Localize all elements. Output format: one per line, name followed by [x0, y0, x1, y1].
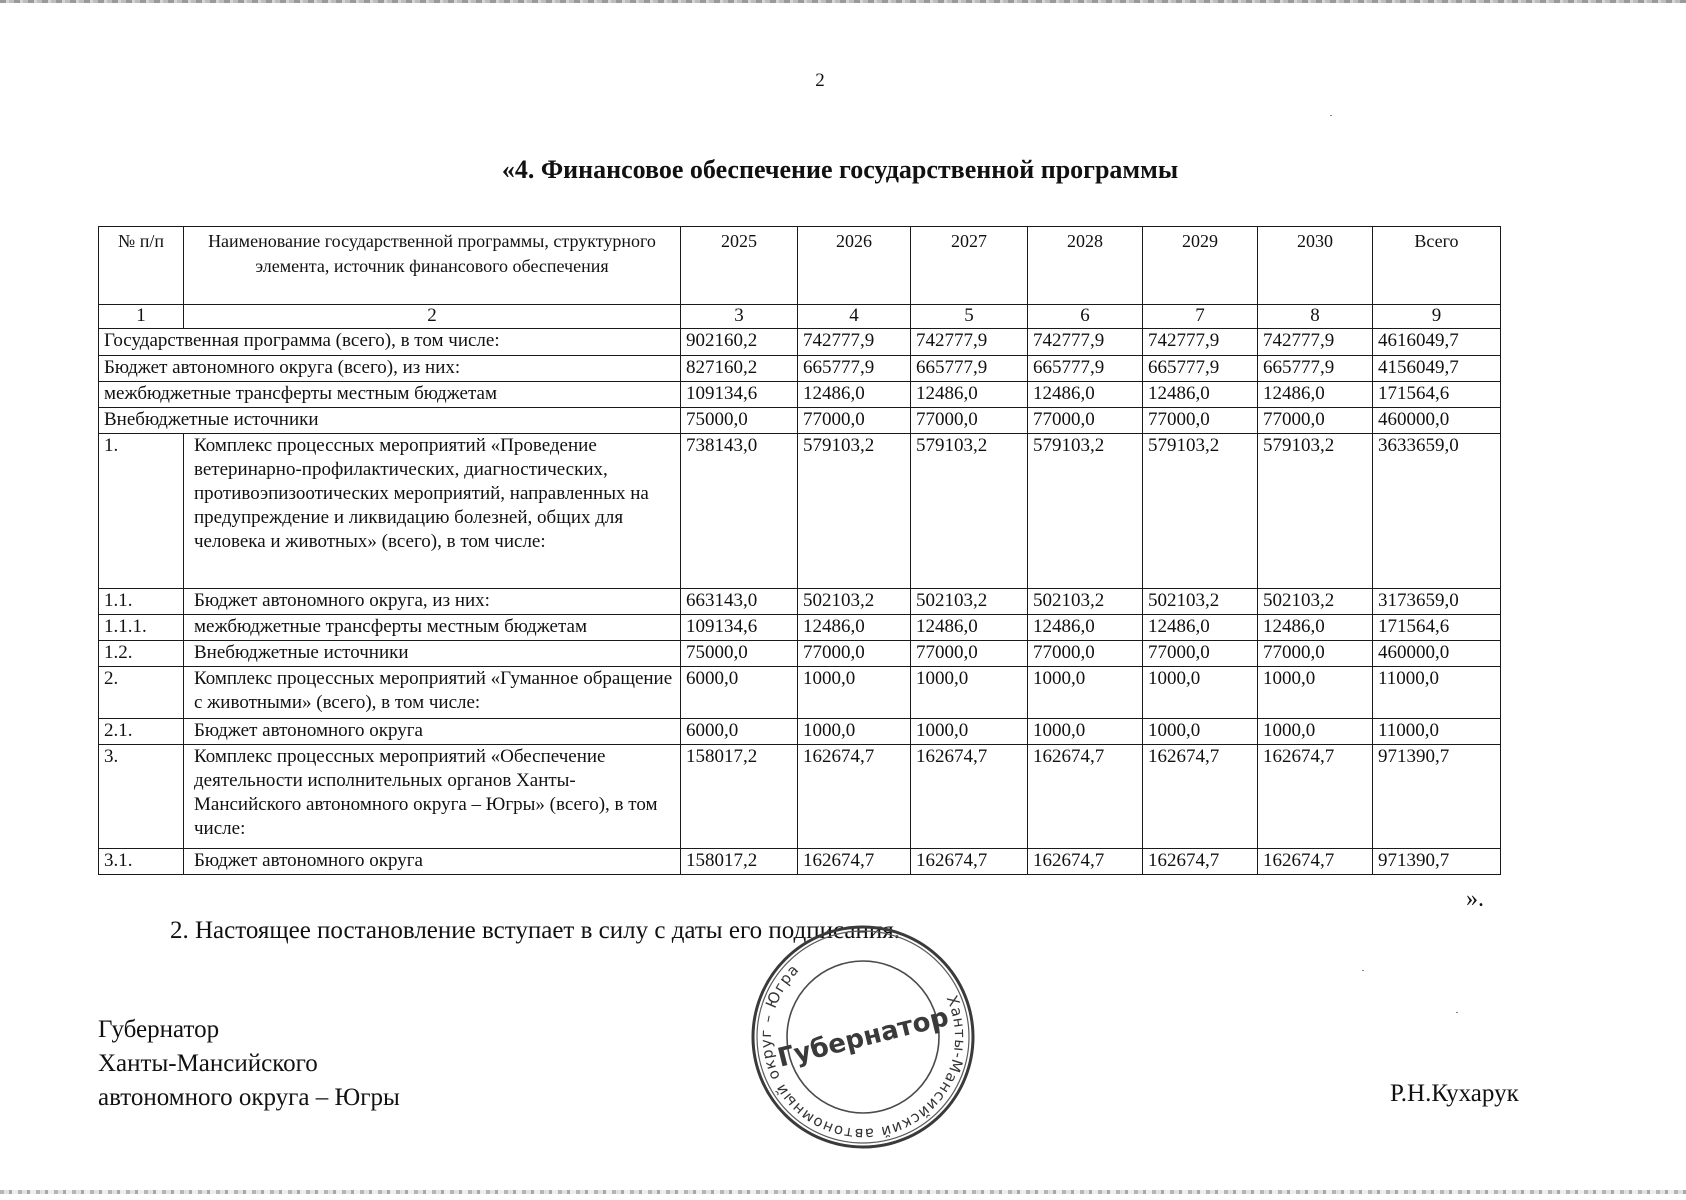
table-row: [99, 849, 1501, 875]
row-value: 77000,0: [1028, 408, 1143, 434]
row-value: 77000,0: [1143, 641, 1258, 667]
row-total: 11000,0: [1373, 667, 1501, 719]
row-number: 3.: [99, 745, 184, 849]
row-value: 1000,0: [1028, 719, 1143, 745]
header-num: № п/п: [99, 227, 184, 305]
header-year-2030: 2030: [1258, 227, 1373, 305]
table-row: [99, 719, 1501, 745]
table-row: [99, 356, 1501, 382]
header-year-2025: 2025: [681, 227, 798, 305]
column-number: 2: [184, 305, 681, 329]
row-value: 665777,9: [798, 356, 911, 382]
row-number: 2.1.: [99, 719, 184, 745]
row-value: 162674,7: [1258, 745, 1373, 849]
row-name: Государственная программа (всего), в том числе:: [99, 329, 681, 356]
row-value: 162674,7: [911, 745, 1028, 849]
row-value: 77000,0: [911, 641, 1028, 667]
row-value: 12486,0: [798, 615, 911, 641]
row-value: 12486,0: [911, 382, 1028, 408]
table-row: [99, 641, 1501, 667]
header-year-2029: 2029: [1143, 227, 1258, 305]
row-name: Комплекс процессных мероприятий «Обеспечение деятельности исполнительных органов Ханты-Мансийского автономного округа – Югры» (всего), в том числе:: [184, 745, 681, 849]
row-value: 502103,2: [911, 589, 1028, 615]
column-number: 3: [681, 305, 798, 329]
row-value: 162674,7: [1028, 849, 1143, 875]
row-value: 12486,0: [1143, 615, 1258, 641]
row-value: 742777,9: [1028, 329, 1143, 356]
clause-2-text: 2. Настоящее постановление вступает в силу с даты его подписания.: [170, 917, 900, 944]
row-total: 3173659,0: [1373, 589, 1501, 615]
row-value: 12486,0: [911, 615, 1028, 641]
header-name: Наименование государственной программы, структурного элемента, источник финансового обеспечения: [184, 227, 681, 305]
row-total: 971390,7: [1373, 849, 1501, 875]
row-value: 162674,7: [1028, 745, 1143, 849]
row-value: 665777,9: [911, 356, 1028, 382]
row-total: 460000,0: [1373, 408, 1501, 434]
row-total: 460000,0: [1373, 641, 1501, 667]
row-value: 1000,0: [1258, 719, 1373, 745]
row-value: 1000,0: [1143, 719, 1258, 745]
row-value: 502103,2: [798, 589, 911, 615]
signer-title: [98, 1013, 400, 1115]
header-year-2028: 2028: [1028, 227, 1143, 305]
row-value: 12486,0: [1028, 615, 1143, 641]
row-value: 742777,9: [1258, 329, 1373, 356]
row-value: 109134,6: [681, 615, 798, 641]
row-name: Бюджет автономного округа: [184, 719, 681, 745]
row-value: 77000,0: [1258, 641, 1373, 667]
row-value: 1000,0: [798, 667, 911, 719]
row-number: 1.1.: [99, 589, 184, 615]
column-number: 1: [99, 305, 184, 329]
scan-speck: [1456, 1012, 1458, 1013]
row-value: 663143,0: [681, 589, 798, 615]
governor-seal-icon: [748, 922, 978, 1152]
column-number: 8: [1258, 305, 1373, 329]
row-name: Комплекс процессных мероприятий «Проведение ветеринарно-профилактических, диагностических, противоэпизоотических мероприятий, направленных на предупреждение и ликвидацию болезней, общих для человека и животных» (всего), в том числе:: [184, 434, 681, 589]
row-value: 77000,0: [911, 408, 1028, 434]
row-name: Комплекс процессных мероприятий «Гуманное обращение с животными» (всего), в том числе:: [184, 667, 681, 719]
scan-speck: [1362, 970, 1364, 971]
row-value: 665777,9: [1258, 356, 1373, 382]
row-number: 3.1.: [99, 849, 184, 875]
section-title: «4. Финансовое обеспечение государственной программы: [501, 155, 1179, 184]
header-year-2026: 2026: [798, 227, 911, 305]
header-total: Всего: [1373, 227, 1501, 305]
row-total: 4156049,7: [1373, 356, 1501, 382]
column-number: 7: [1143, 305, 1258, 329]
row-value: 109134,6: [681, 382, 798, 408]
row-value: 12486,0: [1143, 382, 1258, 408]
row-name: Внебюджетные источники: [184, 641, 681, 667]
seal-center-text: Губернатор: [774, 1002, 952, 1074]
column-number: 4: [798, 305, 911, 329]
row-total: 4616049,7: [1373, 329, 1501, 356]
row-value: 75000,0: [681, 641, 798, 667]
row-number: 2.: [99, 667, 184, 719]
row-value: 1000,0: [911, 719, 1028, 745]
table-row: [99, 329, 1501, 356]
table-row: [99, 434, 1501, 589]
table-row: [99, 667, 1501, 719]
row-value: 1000,0: [1028, 667, 1143, 719]
row-total: 171564,6: [1373, 382, 1501, 408]
row-value: 12486,0: [1258, 382, 1373, 408]
row-name: межбюджетные трансферты местным бюджетам: [99, 382, 681, 408]
row-value: 158017,2: [681, 745, 798, 849]
financing-table: [98, 226, 1501, 875]
row-total: 971390,7: [1373, 745, 1501, 849]
row-value: 1000,0: [911, 667, 1028, 719]
column-number: 6: [1028, 305, 1143, 329]
row-value: 665777,9: [1028, 356, 1143, 382]
signer-name: Р.Н.Кухарук: [1390, 1080, 1519, 1107]
row-value: 162674,7: [798, 745, 911, 849]
row-name: Бюджет автономного округа: [184, 849, 681, 875]
row-value: 6000,0: [681, 719, 798, 745]
row-value: 77000,0: [1258, 408, 1373, 434]
table-row: [99, 589, 1501, 615]
row-value: 665777,9: [1143, 356, 1258, 382]
seal-ring-text: Ханты-Мансийский автономный округ – Югра: [756, 960, 970, 1144]
table-header-row: [99, 227, 1501, 305]
scan-edge-bottom: [0, 1190, 1686, 1194]
column-number: 5: [911, 305, 1028, 329]
row-value: 827160,2: [681, 356, 798, 382]
row-value: 158017,2: [681, 849, 798, 875]
signer-title-line: Губернатор: [98, 1016, 220, 1043]
row-value: 1000,0: [1143, 667, 1258, 719]
row-value: 579103,2: [1143, 434, 1258, 589]
row-value: 12486,0: [1028, 382, 1143, 408]
row-number: 1.1.1.: [99, 615, 184, 641]
closing-quote: ».: [1466, 886, 1484, 912]
table-row: [99, 615, 1501, 641]
row-name: Внебюджетные источники: [99, 408, 681, 434]
row-value: 738143,0: [681, 434, 798, 589]
row-value: 502103,2: [1028, 589, 1143, 615]
row-value: 579103,2: [798, 434, 911, 589]
row-number: 1.: [99, 434, 184, 589]
row-value: 1000,0: [1258, 667, 1373, 719]
row-total: 171564,6: [1373, 615, 1501, 641]
row-value: 12486,0: [1258, 615, 1373, 641]
row-value: 77000,0: [798, 641, 911, 667]
row-value: 742777,9: [798, 329, 911, 356]
row-total: 3633659,0: [1373, 434, 1501, 589]
row-value: 6000,0: [681, 667, 798, 719]
row-value: 77000,0: [1028, 641, 1143, 667]
page-number: 2: [815, 70, 825, 91]
row-name: межбюджетные трансферты местным бюджетам: [184, 615, 681, 641]
row-value: 579103,2: [911, 434, 1028, 589]
row-value: 12486,0: [798, 382, 911, 408]
row-value: 902160,2: [681, 329, 798, 356]
row-value: 162674,7: [798, 849, 911, 875]
table-row: [99, 382, 1501, 408]
row-name: Бюджет автономного округа (всего), из них:: [99, 356, 681, 382]
table-row: [99, 408, 1501, 434]
row-value: 742777,9: [1143, 329, 1258, 356]
signer-title-line: автономного округа – Югры: [98, 1084, 400, 1111]
row-value: 162674,7: [1143, 745, 1258, 849]
row-name: Бюджет автономного округа, из них:: [184, 589, 681, 615]
row-total: 11000,0: [1373, 719, 1501, 745]
row-value: 162674,7: [911, 849, 1028, 875]
row-value: 742777,9: [911, 329, 1028, 356]
column-number-row: [99, 305, 1501, 329]
header-year-2027: 2027: [911, 227, 1028, 305]
row-value: 579103,2: [1258, 434, 1373, 589]
column-number: 9: [1373, 305, 1501, 329]
row-value: 77000,0: [798, 408, 911, 434]
row-value: 579103,2: [1028, 434, 1143, 589]
row-value: 502103,2: [1143, 589, 1258, 615]
row-value: 502103,2: [1258, 589, 1373, 615]
row-value: 162674,7: [1143, 849, 1258, 875]
row-value: 162674,7: [1258, 849, 1373, 875]
table-row: [99, 745, 1501, 849]
row-value: 1000,0: [798, 719, 911, 745]
scan-edge-top: [0, 0, 1686, 3]
scan-speck: [1330, 115, 1332, 116]
row-number: 1.2.: [99, 641, 184, 667]
row-value: 77000,0: [1143, 408, 1258, 434]
row-value: 75000,0: [681, 408, 798, 434]
signer-title-line: Ханты-Мансийского: [98, 1050, 318, 1077]
